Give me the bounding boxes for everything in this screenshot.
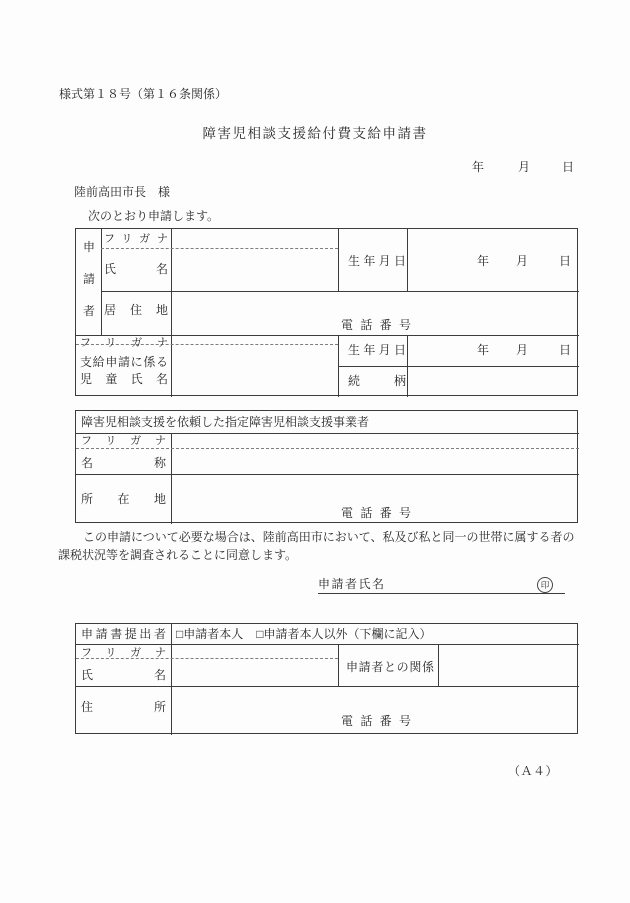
signature-name-field[interactable]: [392, 577, 532, 592]
child-relation-field[interactable]: [408, 367, 578, 396]
submitter-options: [176, 627, 432, 642]
submitter-furigana-field[interactable]: [172, 645, 337, 657]
submitter-furigana-label: フリガナ: [81, 647, 166, 659]
page-title: 障害児相談支援給付費支給申請書: [202, 126, 428, 141]
table-line: [101, 229, 102, 335]
seal-icon: 印: [537, 577, 553, 593]
date-month-label: 月: [515, 343, 528, 357]
checkbox-option-self[interactable]: □申請者本人: [176, 627, 244, 641]
applicant-name-label: 氏名: [104, 262, 168, 276]
submitter-name-label: 氏名: [81, 668, 166, 682]
provider-furigana-label: フリガナ: [81, 435, 166, 447]
provider-table-header: 障害児相談支援を依頼した指定障害児相談支援事業者: [81, 415, 370, 429]
provider-furigana-field[interactable]: [172, 434, 578, 447]
provider-address-label: 所在地: [81, 492, 166, 506]
applicant-birthdate-field[interactable]: [408, 230, 578, 290]
submitter-address-label: 住所: [81, 700, 166, 714]
date-month-label: 月: [517, 160, 530, 174]
applicant-group-label: 申請者: [82, 240, 95, 318]
child-birthdate-field[interactable]: [408, 336, 578, 365]
child-birthdate-label: 生年月日: [348, 343, 406, 357]
applicant-furigana-label: フリガナ: [104, 233, 168, 245]
applicant-residence-label: 居住地: [104, 303, 168, 317]
submitter-relation-field[interactable]: [439, 645, 578, 685]
date-day-label: 日: [558, 254, 571, 268]
provider-table: [75, 410, 578, 523]
addressee: 陸前高田市長 様: [74, 185, 171, 199]
child-relation-label: 続柄: [348, 374, 406, 388]
applicant-furigana-field[interactable]: [172, 230, 337, 247]
child-name-field[interactable]: [172, 336, 337, 396]
checkbox-option-other[interactable]: □申請者本人以外（下欄に記入）: [256, 627, 432, 641]
submitter-table: [75, 623, 578, 734]
applicant-table: [75, 228, 578, 396]
table-line: [338, 644, 339, 686]
submitter-phone-label: 電話番号: [341, 714, 411, 728]
date-year-label: 年: [476, 343, 489, 357]
child-furigana-label: フリガナ: [80, 337, 168, 349]
date-day-label: 日: [561, 160, 574, 174]
provider-name-field[interactable]: [172, 449, 578, 473]
applicant-birthdate-label: 生年月日: [348, 254, 406, 268]
consent-line2: 課税状況等を調査されることに同意します。: [58, 548, 298, 562]
signature-label: 申請者氏名: [318, 577, 386, 591]
submitter-relation-label: 申請者との関係: [346, 660, 434, 674]
provider-phone-label: 電話番号: [341, 506, 411, 520]
table-line: [338, 229, 339, 291]
applicant-name-field[interactable]: [172, 249, 337, 290]
form-number: 様式第１８号（第１６条関係）: [59, 87, 228, 101]
signature-underline: [318, 593, 565, 594]
submitter-row-label: 申請書提出者: [81, 627, 166, 641]
intro-text: 次のとおり申請します。: [88, 209, 220, 223]
provider-name-label: 名称: [81, 456, 166, 470]
paper-size-note: （Ａ４）: [508, 764, 559, 778]
date-year-label: 年: [476, 254, 489, 268]
child-name-label-line1: 支給申請に係る: [80, 355, 168, 369]
consent-line1: この申請について必要な場合は、陸前高田市において、私及び私と同一の世帯に属する者の: [83, 530, 575, 544]
date-year-label: 年: [471, 160, 484, 174]
date-day-label: 日: [558, 343, 571, 357]
date-month-label: 月: [515, 254, 528, 268]
applicant-phone-label: 電話番号: [341, 318, 411, 332]
submitter-name-field[interactable]: [172, 660, 337, 685]
child-name-label-line2: 児童氏名: [80, 372, 168, 386]
